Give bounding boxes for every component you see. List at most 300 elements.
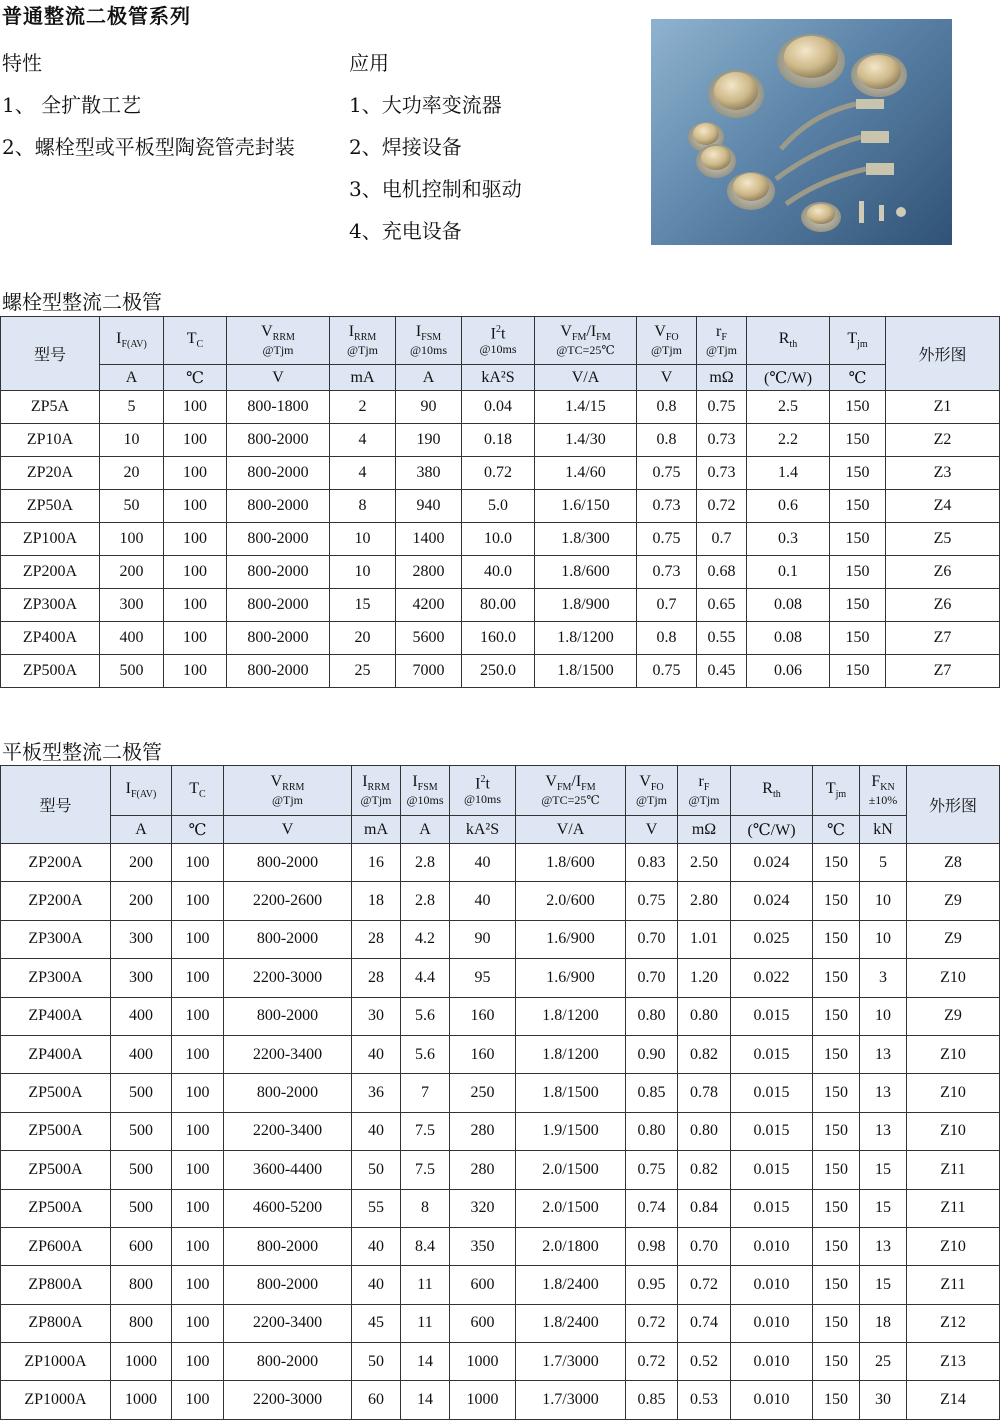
application-item: 4、充电设备 — [349, 219, 462, 243]
header-tc: $T_C$ — [172, 766, 224, 816]
table-cell: Z10 — [907, 1074, 1000, 1112]
table-cell: 150 — [813, 1112, 860, 1150]
table-cell: 5.6 — [401, 1035, 450, 1073]
table-cell: 150 — [830, 655, 886, 688]
table-cell: 2.80 — [678, 882, 731, 920]
table-cell: 800-2000 — [227, 457, 330, 490]
table-cell: 0.010 — [731, 1227, 813, 1265]
table-cell: 0.75 — [637, 655, 697, 688]
header-tjm: $T_{jm}$ — [813, 766, 860, 816]
table-cell: 1.7/3000 — [516, 1343, 626, 1381]
table-cell: Z9 — [907, 882, 1000, 920]
table-cell: 11 — [401, 1266, 450, 1304]
table-cell: Z9 — [907, 997, 1000, 1035]
model-cell: ZP200A — [1, 556, 100, 589]
table-cell: 0.010 — [731, 1266, 813, 1304]
table-row — [1, 490, 1000, 523]
table-cell: 0.73 — [637, 556, 697, 589]
header-outline: 外形图 — [907, 766, 1000, 844]
feature-item: 2、螺栓型或平板型陶瓷管壳封装 — [2, 135, 295, 159]
table-row — [1, 1343, 1000, 1381]
table-cell: 150 — [813, 1151, 860, 1189]
table-cell: Z5 — [886, 523, 1000, 556]
features-list — [2, 42, 295, 168]
table-cell: 400 — [111, 1035, 172, 1073]
table-cell: 0.72 — [678, 1266, 731, 1304]
unit-cell: ℃ — [172, 816, 224, 844]
table-cell: 13 — [860, 1035, 907, 1073]
table-cell: 0.84 — [678, 1189, 731, 1227]
table-cell: 0.83 — [626, 844, 678, 882]
model-cell: ZP600A — [1, 1227, 111, 1265]
table-cell: 90 — [396, 391, 462, 424]
table-cell: 380 — [396, 457, 462, 490]
table-cell: 300 — [111, 920, 172, 958]
table-cell: 7.5 — [401, 1112, 450, 1150]
table-cell: 2.0/1500 — [516, 1151, 626, 1189]
table-cell: 100 — [164, 490, 227, 523]
table-cell: 15 — [330, 589, 396, 622]
table-cell: 28 — [352, 920, 401, 958]
table-cell: 0.85 — [626, 1074, 678, 1112]
table-cell: 10.0 — [462, 523, 535, 556]
table-cell: 800-2000 — [224, 920, 352, 958]
table-cell: 1.8/1200 — [535, 622, 637, 655]
header-i2t: $I^2t$ @10ms — [462, 317, 535, 365]
table-cell: 600 — [450, 1304, 516, 1342]
table-cell: 40 — [450, 882, 516, 920]
stud-section-title: 螺栓型整流二极管 — [2, 290, 162, 314]
table-cell: 1.8/1500 — [535, 655, 637, 688]
table-cell: 0.015 — [731, 997, 813, 1035]
model-cell: ZP800A — [1, 1266, 111, 1304]
table-cell: 200 — [100, 556, 164, 589]
table-cell: 45 — [352, 1304, 401, 1342]
header-rf: $r_F$ @Tjm — [678, 766, 731, 816]
unit-cell: mΩ — [678, 816, 731, 844]
table-cell: 320 — [450, 1189, 516, 1227]
table-cell: Z10 — [907, 1112, 1000, 1150]
table-cell: 8 — [401, 1189, 450, 1227]
table-cell: 100 — [100, 523, 164, 556]
disc-table-body — [1, 844, 1000, 1420]
table-cell: 800-2000 — [224, 1074, 352, 1112]
table-cell: 100 — [172, 1151, 224, 1189]
model-cell: ZP500A — [1, 655, 100, 688]
unit-cell: V/A — [516, 816, 626, 844]
table-cell: 0.015 — [731, 1189, 813, 1227]
table-cell: 2 — [330, 391, 396, 424]
table-cell: 0.80 — [678, 997, 731, 1035]
model-cell: ZP1000A — [1, 1343, 111, 1381]
diode-illustration — [651, 19, 952, 245]
table-cell: 50 — [352, 1343, 401, 1381]
table-cell: 0.7 — [637, 589, 697, 622]
table-cell: 800-2000 — [224, 1343, 352, 1381]
table-cell: 150 — [830, 490, 886, 523]
table-cell: 0.75 — [637, 523, 697, 556]
table-row — [1, 655, 1000, 688]
table-cell: 150 — [813, 882, 860, 920]
table-cell: 10 — [330, 556, 396, 589]
application-item: 2、焊接设备 — [349, 135, 462, 159]
table-cell: 3600-4400 — [224, 1151, 352, 1189]
table-cell: Z11 — [907, 1266, 1000, 1304]
table-cell: 4600-5200 — [224, 1189, 352, 1227]
table-cell: 10 — [860, 882, 907, 920]
table-cell: 0.75 — [626, 1151, 678, 1189]
unit-cell: mA — [352, 816, 401, 844]
table-cell: 1.9/1500 — [516, 1112, 626, 1150]
table-cell: 13 — [860, 1074, 907, 1112]
table-cell: 500 — [111, 1112, 172, 1150]
table-cell: 0.80 — [626, 1112, 678, 1150]
table-cell: 1.4/30 — [535, 424, 637, 457]
table-cell: 0.010 — [731, 1381, 813, 1419]
table-row — [1, 1227, 1000, 1265]
model-cell: ZP500A — [1, 1189, 111, 1227]
table-cell: 100 — [172, 1343, 224, 1381]
model-cell: ZP800A — [1, 1304, 111, 1342]
disc-diode-table — [0, 765, 1000, 1420]
table-row — [1, 997, 1000, 1035]
table-cell: 1.8/2400 — [516, 1266, 626, 1304]
table-cell: 1.01 — [678, 920, 731, 958]
applications-list — [349, 42, 522, 252]
table-cell: 100 — [172, 959, 224, 997]
table-cell: 300 — [111, 959, 172, 997]
table-cell: 8.4 — [401, 1227, 450, 1265]
table-cell: 0.78 — [678, 1074, 731, 1112]
table-cell: 600 — [111, 1227, 172, 1265]
table-cell: 0.3 — [747, 523, 830, 556]
table-cell: 190 — [396, 424, 462, 457]
table-cell: 3 — [860, 959, 907, 997]
table-row — [1, 1266, 1000, 1304]
table-cell: 10 — [330, 523, 396, 556]
header-model: 型号 — [1, 766, 111, 844]
table-cell: 15 — [860, 1189, 907, 1227]
unit-cell: A — [100, 365, 164, 391]
table-cell: Z6 — [886, 589, 1000, 622]
unit-cell: kA²S — [450, 816, 516, 844]
table-cell: 100 — [172, 1074, 224, 1112]
table-cell: 0.52 — [678, 1343, 731, 1381]
model-cell: ZP10A — [1, 424, 100, 457]
table-cell: 50 — [352, 1151, 401, 1189]
unit-cell: ℃ — [164, 365, 227, 391]
table-row — [1, 391, 1000, 424]
table-cell: 2200-3000 — [224, 959, 352, 997]
header-if-av: $I_{F(AV)}$ — [111, 766, 172, 816]
table-cell: 800-1800 — [227, 391, 330, 424]
table-cell: 150 — [830, 622, 886, 655]
disc-header-row — [1, 766, 1000, 816]
table-cell: 800-2000 — [224, 997, 352, 1035]
table-cell: Z10 — [907, 959, 1000, 997]
table-cell: 0.015 — [731, 1074, 813, 1112]
table-cell: 1.8/1500 — [516, 1074, 626, 1112]
table-cell: 60 — [352, 1381, 401, 1419]
table-cell: 40 — [352, 1035, 401, 1073]
table-cell: 150 — [830, 589, 886, 622]
table-cell: 7 — [401, 1074, 450, 1112]
table-cell: 0.70 — [626, 920, 678, 958]
table-cell: 200 — [111, 882, 172, 920]
table-cell: 800-2000 — [224, 1266, 352, 1304]
table-cell: 1.8/2400 — [516, 1304, 626, 1342]
table-cell: 1.7/3000 — [516, 1381, 626, 1419]
table-cell: 5.6 — [401, 997, 450, 1035]
table-row — [1, 589, 1000, 622]
table-cell: 2800 — [396, 556, 462, 589]
table-cell: 5600 — [396, 622, 462, 655]
unit-cell: V — [637, 365, 697, 391]
table-cell: 800-2000 — [227, 589, 330, 622]
table-cell: 2200-3400 — [224, 1035, 352, 1073]
table-cell: 100 — [172, 1035, 224, 1073]
table-cell: 100 — [172, 1381, 224, 1419]
table-cell: 150 — [813, 1227, 860, 1265]
table-row — [1, 844, 1000, 882]
table-cell: 40 — [352, 1266, 401, 1304]
table-cell: 0.55 — [697, 622, 747, 655]
table-cell: 800-2000 — [224, 844, 352, 882]
table-cell: 0.70 — [626, 959, 678, 997]
table-cell: 0.18 — [462, 424, 535, 457]
table-row — [1, 1381, 1000, 1419]
unit-cell: V/A — [535, 365, 637, 391]
header-tjm: $T_{jm}$ — [830, 317, 886, 365]
table-cell: 36 — [352, 1074, 401, 1112]
table-cell: 13 — [860, 1112, 907, 1150]
header-tc: $T_C$ — [164, 317, 227, 365]
table-cell: 40 — [352, 1227, 401, 1265]
table-cell: 5 — [860, 844, 907, 882]
table-cell: 0.68 — [697, 556, 747, 589]
table-cell: Z10 — [907, 1035, 1000, 1073]
table-cell: 2.2 — [747, 424, 830, 457]
stud-header-row — [1, 317, 1000, 365]
table-cell: 150 — [830, 424, 886, 457]
header-rth: $R_{th}$ — [731, 766, 813, 816]
table-cell: 200 — [111, 844, 172, 882]
table-cell: 100 — [172, 1304, 224, 1342]
table-cell: 800-2000 — [227, 424, 330, 457]
table-cell: 40.0 — [462, 556, 535, 589]
table-cell: 150 — [813, 1189, 860, 1227]
table-cell: 0.08 — [747, 589, 830, 622]
table-row — [1, 1304, 1000, 1342]
table-cell: Z10 — [907, 1227, 1000, 1265]
table-cell: 28 — [352, 959, 401, 997]
table-cell: Z4 — [886, 490, 1000, 523]
table-cell: 7.5 — [401, 1151, 450, 1189]
table-cell: Z9 — [907, 920, 1000, 958]
disc-units-row — [1, 816, 1000, 844]
table-cell: 2.8 — [401, 882, 450, 920]
table-cell: 30 — [352, 997, 401, 1035]
table-cell: 30 — [860, 1381, 907, 1419]
page-title: 普通整流二极管系列 — [2, 4, 191, 28]
table-cell: 150 — [813, 1035, 860, 1073]
table-row — [1, 457, 1000, 490]
table-cell: 150 — [813, 1381, 860, 1419]
table-cell: 400 — [111, 997, 172, 1035]
unit-cell: (℃/W) — [747, 365, 830, 391]
table-cell: 2.8 — [401, 844, 450, 882]
table-cell: 80.00 — [462, 589, 535, 622]
table-cell: 0.65 — [697, 589, 747, 622]
table-cell: 5.0 — [462, 490, 535, 523]
table-cell: Z6 — [886, 556, 1000, 589]
table-cell: 1.8/1200 — [516, 997, 626, 1035]
table-cell: 100 — [164, 556, 227, 589]
table-cell: 150 — [813, 959, 860, 997]
table-cell: 40 — [450, 844, 516, 882]
model-cell: ZP300A — [1, 959, 111, 997]
table-cell: 100 — [172, 1189, 224, 1227]
table-cell: 1.8/900 — [535, 589, 637, 622]
table-cell: 100 — [164, 622, 227, 655]
table-cell: 100 — [172, 1112, 224, 1150]
table-cell: 1.8/300 — [535, 523, 637, 556]
model-cell: ZP20A — [1, 457, 100, 490]
table-cell: 600 — [450, 1266, 516, 1304]
table-cell: Z11 — [907, 1189, 1000, 1227]
table-cell: 0.024 — [731, 844, 813, 882]
table-cell: 2.0/1500 — [516, 1189, 626, 1227]
unit-cell: kA²S — [462, 365, 535, 391]
table-cell: 4200 — [396, 589, 462, 622]
header-vfo: $V_{FO}$ @Tjm — [626, 766, 678, 816]
model-cell: ZP100A — [1, 523, 100, 556]
table-cell: 16 — [352, 844, 401, 882]
table-cell: 250.0 — [462, 655, 535, 688]
table-cell: 0.98 — [626, 1227, 678, 1265]
unit-cell: A — [111, 816, 172, 844]
table-cell: 2200-2600 — [224, 882, 352, 920]
table-cell: 400 — [100, 622, 164, 655]
table-cell: 0.73 — [697, 424, 747, 457]
unit-cell: mA — [330, 365, 396, 391]
table-cell: 2200-3400 — [224, 1112, 352, 1150]
table-cell: 1.6/900 — [516, 959, 626, 997]
header-ifsm: $I_{FSM}$ @10ms — [401, 766, 450, 816]
table-cell: 0.74 — [678, 1304, 731, 1342]
table-cell: 100 — [172, 882, 224, 920]
table-cell: 2200-3400 — [224, 1304, 352, 1342]
stud-table-body — [1, 391, 1000, 688]
table-cell: 800 — [111, 1266, 172, 1304]
table-row — [1, 424, 1000, 457]
table-cell: 1.4/60 — [535, 457, 637, 490]
table-row — [1, 1151, 1000, 1189]
table-cell: 13 — [860, 1227, 907, 1265]
table-cell: 0.1 — [747, 556, 830, 589]
feature-item: 1、 全扩散工艺 — [2, 93, 142, 117]
table-cell: 0.010 — [731, 1304, 813, 1342]
table-cell: 800-2000 — [227, 622, 330, 655]
unit-cell: A — [396, 365, 462, 391]
table-cell: 150 — [813, 920, 860, 958]
header-outline: 外形图 — [886, 317, 1000, 391]
model-cell: ZP300A — [1, 589, 100, 622]
table-cell: 500 — [111, 1074, 172, 1112]
table-row — [1, 882, 1000, 920]
header-if-av: $I_{F(AV)}$ — [100, 317, 164, 365]
table-cell: 0.75 — [697, 391, 747, 424]
header-ifsm: $I_{FSM}$ @10ms — [396, 317, 462, 365]
model-cell: ZP300A — [1, 920, 111, 958]
header-vrrm: $V_{RRM}$ @Tjm — [224, 766, 352, 816]
model-cell: ZP400A — [1, 1035, 111, 1073]
table-cell: 1.6/150 — [535, 490, 637, 523]
table-cell: 100 — [172, 1266, 224, 1304]
product-photo — [651, 19, 952, 245]
header-vrrm: $V_{RRM}$ @Tjm — [227, 317, 330, 365]
table-cell: 10 — [100, 424, 164, 457]
table-cell: 8 — [330, 490, 396, 523]
table-cell: 14 — [401, 1381, 450, 1419]
table-row — [1, 1112, 1000, 1150]
table-cell: 0.8 — [637, 622, 697, 655]
table-cell: 100 — [164, 589, 227, 622]
table-cell: 1400 — [396, 523, 462, 556]
table-cell: 1.8/1200 — [516, 1035, 626, 1073]
table-cell: 0.80 — [626, 997, 678, 1035]
table-cell: 15 — [860, 1266, 907, 1304]
model-cell: ZP200A — [1, 844, 111, 882]
unit-cell: ℃ — [813, 816, 860, 844]
table-cell: 0.82 — [678, 1151, 731, 1189]
table-cell: 0.024 — [731, 882, 813, 920]
unit-cell: A — [401, 816, 450, 844]
unit-cell: V — [227, 365, 330, 391]
table-cell: Z2 — [886, 424, 1000, 457]
table-cell: 150 — [813, 1343, 860, 1381]
unit-cell: (℃/W) — [731, 816, 813, 844]
model-cell: ZP200A — [1, 882, 111, 920]
header-irrm: $I_{RRM}$ @Tjm — [352, 766, 401, 816]
table-cell: 500 — [100, 655, 164, 688]
table-cell: 0.82 — [678, 1035, 731, 1073]
table-cell: 0.015 — [731, 1035, 813, 1073]
table-cell: 40 — [352, 1112, 401, 1150]
table-cell: 0.7 — [697, 523, 747, 556]
table-cell: 100 — [172, 1227, 224, 1265]
table-cell: 0.85 — [626, 1381, 678, 1419]
table-cell: 25 — [860, 1343, 907, 1381]
stud-units-row — [1, 365, 1000, 391]
table-cell: 4 — [330, 424, 396, 457]
header-fkn: $F_{KN}$ ±10% — [860, 766, 907, 816]
table-row — [1, 523, 1000, 556]
table-cell: 20 — [330, 622, 396, 655]
table-row — [1, 920, 1000, 958]
application-item: 3、电机控制和驱动 — [349, 177, 522, 201]
table-cell: 0.04 — [462, 391, 535, 424]
table-row — [1, 622, 1000, 655]
table-cell: 0.08 — [747, 622, 830, 655]
table-cell: 1.8/600 — [516, 844, 626, 882]
table-cell: Z1 — [886, 391, 1000, 424]
table-cell: 0.06 — [747, 655, 830, 688]
model-cell: ZP500A — [1, 1074, 111, 1112]
features-heading: 特性 — [2, 51, 42, 75]
table-row — [1, 1189, 1000, 1227]
table-cell: 100 — [164, 457, 227, 490]
